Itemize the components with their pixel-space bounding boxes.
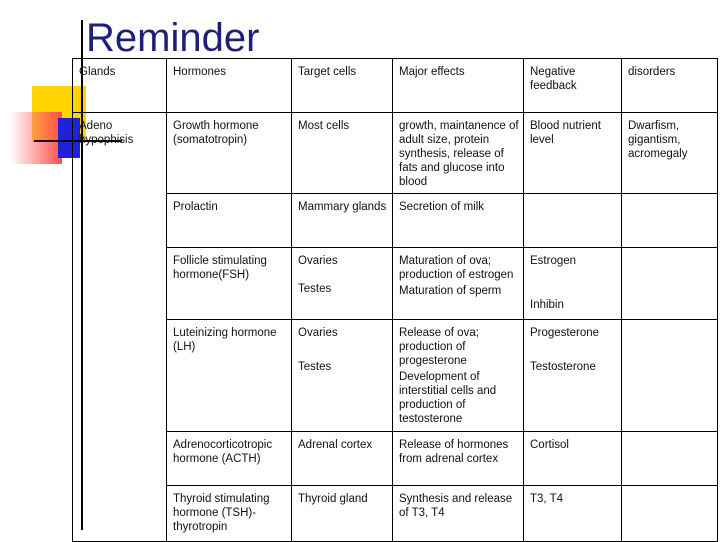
feedback-cell [524, 320, 622, 432]
effect-cell: Release of hormones from adrenal cortex [393, 432, 524, 486]
decor-red-square [10, 112, 62, 164]
header-cell: Hormones [167, 59, 292, 113]
disorder-cell [622, 194, 718, 248]
hormone-cell: Adrenocorticotropic hormone (ACTH) [167, 432, 292, 486]
feedback-cell [524, 248, 622, 320]
effect-cell [393, 248, 524, 320]
slide-title: Reminder [86, 16, 260, 60]
table-row [73, 194, 718, 248]
header-cell: Major effects [393, 59, 524, 113]
hormone-cell: Follicle stimulating hormone(FSH) [167, 248, 292, 320]
target-cell: Thyroid gland [292, 486, 393, 542]
target-cell [292, 320, 393, 432]
target-line: Ovaries [298, 255, 338, 267]
effect-line: Maturation of ova; production of estrogen [399, 255, 514, 281]
feedback-cell: T3, T4 [524, 486, 622, 542]
table-row [73, 486, 718, 542]
effect-cell: growth, maintanence of adult size, protein synthesis, release of fats and glucose into blood [393, 113, 524, 194]
hormone-cell: Thyroid stimulating hormone (TSH)-thyrotropin [167, 486, 292, 542]
feedback-line: Estrogen [530, 255, 577, 267]
header-cell: disorders [622, 59, 718, 113]
hormone-cell: Prolactin [167, 194, 292, 248]
target-line: Testes [298, 361, 332, 373]
gland-cell: Adeno hypophisis [73, 113, 167, 542]
table-row [73, 432, 718, 486]
disorder-cell [622, 432, 718, 486]
target-cell: Adrenal cortex [292, 432, 393, 486]
table-header-row [73, 59, 718, 113]
header-cell: Negative feedback [524, 59, 622, 113]
effect-cell: Secretion of milk [393, 194, 524, 248]
effect-line: Release of ova; production of progesterone [399, 327, 479, 367]
feedback-cell [524, 194, 622, 248]
feedback-line: Inhibin [530, 299, 564, 311]
feedback-line: Progesterone [530, 327, 600, 339]
header-cell: Target cells [292, 59, 393, 113]
target-cell: Mammary glands [292, 194, 393, 248]
hormone-table [72, 58, 718, 542]
effect-cell [393, 320, 524, 432]
feedback-line: Testosterone [530, 361, 596, 373]
target-line: Ovaries [298, 327, 338, 339]
header-cell: Glands [73, 59, 167, 113]
disorder-cell [622, 248, 718, 320]
hormone-cell: Luteinizing hormone (LH) [167, 320, 292, 432]
disorder-cell [622, 320, 718, 432]
disorder-cell: Dwarfism, gigantism, acromegaly [622, 113, 718, 194]
target-cell [292, 248, 393, 320]
table-row [73, 320, 718, 432]
hormone-cell: Growth hormone (somatotropin) [167, 113, 292, 194]
table-row [73, 113, 718, 194]
target-line: Testes [298, 283, 332, 295]
feedback-cell: Blood nutrient level [524, 113, 622, 194]
effect-cell: Synthesis and release of T3, T4 [393, 486, 524, 542]
effect-line: Development of interstitial cells and production of testosterone [399, 371, 497, 425]
effect-line: Maturation of sperm [399, 285, 502, 297]
target-cell: Most cells [292, 113, 393, 194]
feedback-cell: Cortisol [524, 432, 622, 486]
table-row [73, 248, 718, 320]
disorder-cell [622, 486, 718, 542]
